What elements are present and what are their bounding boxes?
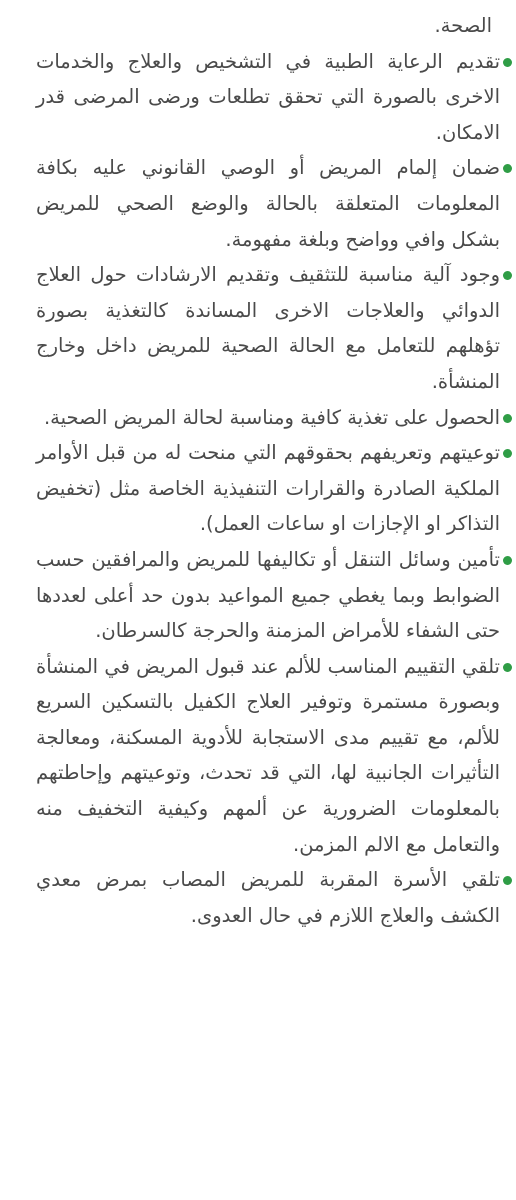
list-item-text: وجود آلية مناسبة للتثقيف وتقديم الارشادات حول العلاج الدوائي والعلاجات الاخرى المساندة كالتغذية بصورة تؤهلهم للتعامل مع الحالة الصحية للمريض داخل وخارج المنشأة.: [36, 263, 500, 393]
list-item: [36, 400, 500, 436]
bullet-icon: [503, 663, 512, 672]
list-item-text: ضمان إلمام المريض أو الوصي القانوني عليه بكافة المعلومات المتعلقة بالحالة والوضع الصحي للمريض بشكل وافي وواضح وبلغة مفهومة.: [36, 156, 500, 251]
intro-line: الصحة.: [434, 14, 492, 37]
list-item: [36, 542, 500, 649]
list-item-text: تقديم الرعاية الطبية في التشخيص والعلاج والخدمات الاخرى بالصورة التي تحقق تطلعات ورضى المرضى قدر الامكان.: [36, 49, 500, 144]
list-item-text: تلقي الأسرة المقربة للمريض المصاب بمرض معدي الكشف والعلاج اللازم في حال العدوى.: [36, 868, 500, 927]
list-item: [36, 435, 500, 542]
bullet-icon: [503, 414, 512, 423]
list-item-text: توعيتهم وتعريفهم بحقوقهم التي منحت له من قبل الأوامر الملكية الصادرة والقرارات التنفيذية الخاصة مثل (تخفيض التذاكر او الإجازات او ساعات العمل).: [36, 441, 500, 536]
list-item: [36, 649, 500, 863]
list-item-text: تأمين وسائل التنقل أو تكاليفها للمريض والمرافقين حسب الضوابط وبما يغطي جميع المواعيد بدون حد أعلى لعددها حتى الشفاء للأمراض المزمنة والحرجة كالسرطان.: [36, 547, 500, 643]
list-item: [36, 44, 500, 151]
list-item: [36, 862, 500, 933]
list-item-text: تلقي التقييم المناسب للألم عند قبول المريض في المنشأة وبصورة مستمرة وتوفير العلاج الكفيل بالتسكين السريع للألم، مع تقييم مدى الاستجابة للأدوية المسكنة، ومعالجة التأثيرات الجانبية لها، التي قد تحدث، وتوعيتهم وإحاطتهم بالمعلومات الضرورية عن ألمهم وكيفية التخفيف منه والتعامل مع الالم المزمن.: [36, 654, 500, 856]
list-item-text: الحصول على تغذية كافية ومناسبة لحالة المريض الصحية.: [43, 405, 500, 429]
rights-list: [36, 44, 500, 934]
list-item: [36, 150, 500, 257]
bullet-icon: [503, 449, 512, 458]
bullet-icon: [503, 876, 512, 885]
bullet-icon: [503, 58, 512, 67]
list-item: [36, 257, 500, 399]
bullet-icon: [503, 271, 512, 280]
bullet-icon: [503, 556, 512, 565]
bullet-icon: [503, 164, 512, 173]
